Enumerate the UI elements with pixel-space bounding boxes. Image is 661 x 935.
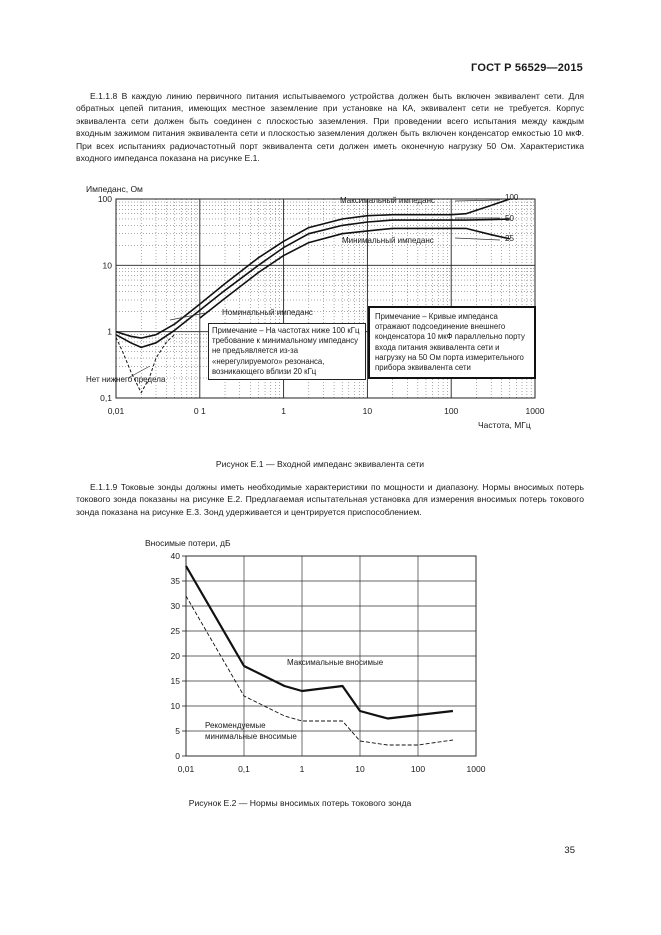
figure-e2-caption: Рисунок Е.2 — Нормы вносимых потерь токового зонда: [188, 798, 412, 808]
document-number: ГОСТ Р 56529—2015: [471, 62, 583, 74]
label-nominal-impedance: Номинальный импеданс: [222, 308, 313, 317]
impedance-chart: [0, 0, 661, 460]
impedance-xlabel: Частота, МГц: [478, 420, 531, 430]
impedance-x-tick-label: 100: [444, 406, 459, 416]
insertion-loss-y-tick-label: 35: [170, 576, 180, 586]
impedance-y-tick-label: 100: [97, 194, 112, 204]
label-max-impedance: Максимальный импеданс: [340, 196, 436, 205]
impedance-x-tick-label: 1: [281, 406, 286, 416]
label-50-ohm: 50: [505, 214, 514, 223]
insertion-loss-x-tick-label: 0,1: [238, 764, 250, 774]
impedance-x-tick-label: 0,01: [107, 406, 125, 416]
insertion-loss-y-tick-label: 25: [170, 626, 180, 636]
note-capacitor: Примечание – Кривые импеданса отражают подсоединение внешнего конденсатора 10 мкФ параллельно порту входа питания эквивалента сети и нагрузку на 50 Ом порта измерительного прибора эквивалента сети: [368, 306, 536, 379]
page-number: 35: [564, 845, 575, 856]
paragraph-e118: Е.1.1.8 В каждую линию первичного питания испытываемого устройства должен быть включен эквивалент сети. Для обратных цепей питания, имеющих местное заземление при установке на КА, эквивалент сети не требуется. Корпус эквивалента сети должен быть соединен с плоскостью заземления. При проведении всего испытания между каждым входным зажимом питания эквивалента сети и плоскостью заземления должен быть включен конденсатор емкостью 10 мкФ. При всех испытаниях радиочастотный порт эквивалента сети должен иметь оконечную нагрузку 50 Ом. Характеристика входного импеданса показана на рисунке Е.1.: [76, 91, 584, 164]
impedance-ylabel: Импеданс, Ом: [86, 184, 143, 194]
insertion-loss-ylabel: Вносимые потери, дБ: [145, 538, 231, 548]
insertion-loss-y-tick-label: 30: [170, 601, 180, 611]
label-100-ohm: 100: [505, 193, 519, 202]
insertion-loss-x-tick-label: 100: [410, 764, 426, 774]
note-resonance: Примечание – На частотах ниже 100 кГц требование к минимальному импедансу не предъявляется из-за «нерегулируемого» резонанса, возникающего вблизи 20 кГц: [208, 323, 366, 380]
insertion-loss-x-tick-label: 1: [299, 764, 305, 774]
figure-e1-caption: Рисунок Е.1 — Входной импеданс эквивалента сети: [215, 459, 425, 469]
paragraph-e119: Е.1.1.9 Токовые зонды должны иметь необходимые характеристики по мощности и диапазону. Нормы вносимых потерь токового зонда показаны на рисунке Е.2. Предлагаемая испытательная установка для измерения вносимых потерь токового зонда показана на рисунке Е.3. Зонд удерживается и центрируется приспособлением.: [76, 482, 584, 517]
label-rec-insertion-2: минимальные вносимые: [205, 732, 297, 741]
impedance-y-tick-label: 10: [102, 260, 112, 271]
insertion-loss-chart: [0, 530, 661, 790]
insertion-loss-y-tick-label: 15: [170, 676, 180, 686]
insertion-loss-y-tick-label: 20: [170, 651, 180, 661]
impedance-x-tick-label: 1000: [525, 406, 545, 416]
impedance-y-tick-label: 1: [107, 326, 112, 337]
insertion-loss-y-tick-label: 0: [175, 751, 180, 761]
label-rec-insertion-1: Рекомендуемые: [205, 721, 266, 730]
label-no-lower-limit: Нет нижнего предела: [86, 375, 166, 384]
impedance-x-tick-label: 10: [362, 406, 373, 416]
label-25-ohm: 25: [505, 234, 514, 243]
impedance-y-tick-label: 0,1: [100, 393, 112, 403]
insertion-loss-y-tick-label: 40: [170, 551, 180, 561]
impedance-x-tick-label: 0 1: [193, 406, 206, 416]
insertion-loss-x-tick-label: 1000: [466, 764, 486, 774]
label-max-insertion: Максимальные вносимые: [287, 658, 384, 667]
insertion-loss-y-tick-label: 10: [170, 701, 180, 711]
insertion-loss-x-tick-label: 10: [355, 764, 365, 774]
insertion-loss-y-tick-label: 5: [175, 726, 180, 736]
label-min-impedance: Минимальный импеданс: [342, 236, 434, 245]
insertion-loss-x-tick-label: 0,01: [177, 764, 195, 774]
